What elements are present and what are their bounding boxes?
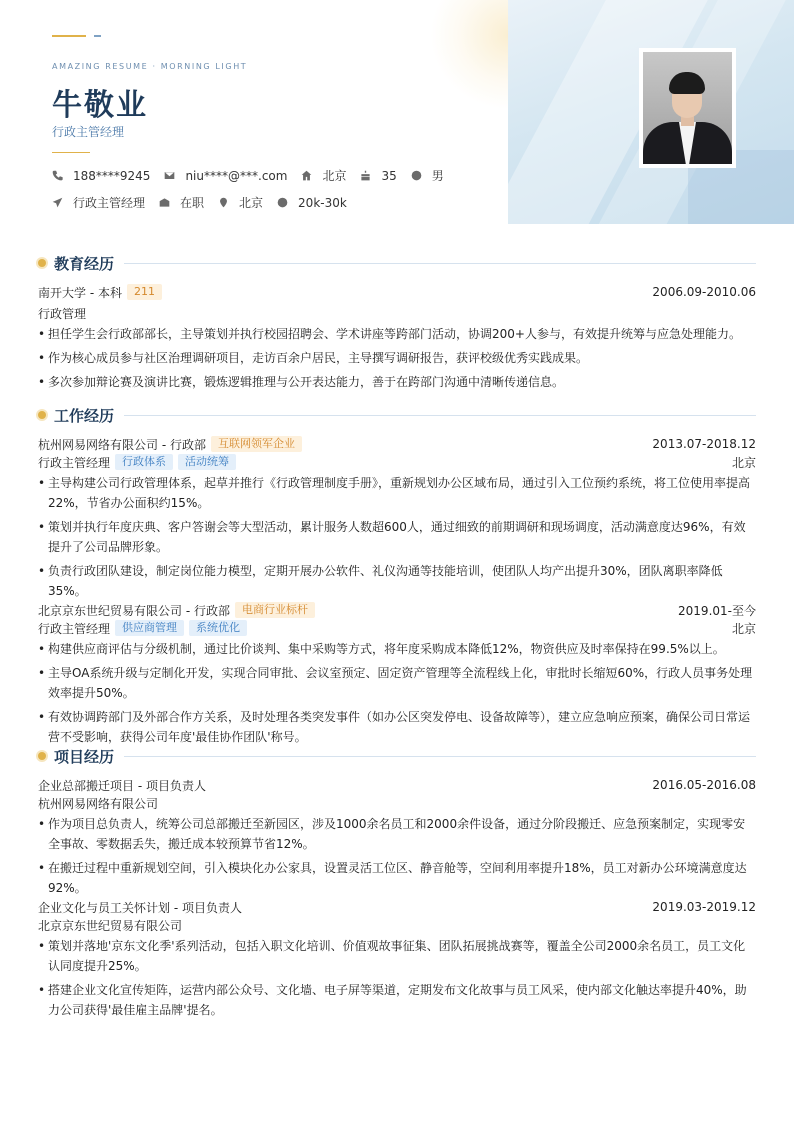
role-tag: 供应商管理 xyxy=(115,620,184,636)
project-header xyxy=(38,776,756,794)
intent-role-text: 行政主管经理 xyxy=(73,196,146,210)
location-text: 北京 xyxy=(239,196,264,210)
list-item: • 有效协调跨部门及外部合作方关系，及时处理各类突发事件（如办公区突发停电、设备故障等），建立应急响应预案，确保公司日常运营不受影响，获得公司年度'最佳协作团队'称号。 xyxy=(38,707,756,747)
mail-icon xyxy=(164,170,175,181)
work-header xyxy=(38,404,756,426)
section-divider xyxy=(124,756,756,757)
list-item: • 作为核心成员参与社区治理调研项目，走访百余户居民，主导撰写调研报告，获评校级优秀实践成果。 xyxy=(38,348,756,368)
company-tag: 电商行业标杆 xyxy=(235,602,315,618)
location-info xyxy=(218,194,263,211)
project-company xyxy=(38,794,756,812)
email-text: niu****@***.com xyxy=(185,168,288,183)
section-divider xyxy=(124,415,756,416)
education-section xyxy=(38,252,756,396)
company-tag: 互联网领军企业 xyxy=(211,436,302,452)
status-icon xyxy=(159,197,170,208)
company-name: 北京京东世纪贸易有限公司 - 行政部 xyxy=(38,603,230,618)
projects-header xyxy=(38,745,756,767)
job-header xyxy=(38,601,756,619)
project-period: 2016.05-2016.08 xyxy=(652,778,756,792)
project-bullets xyxy=(38,814,756,898)
home-icon xyxy=(301,170,312,181)
home-text: 北京 xyxy=(322,169,347,183)
list-item: • 在搬迁过程中重新规划空间，引入模块化办公家具，设置灵活工位区、静音舱等，空间利用率提升18%，员工对新办公环境满意度达92%。 xyxy=(38,858,756,898)
contact-row xyxy=(52,167,458,184)
list-item: • 搭建企业文化宣传矩阵，运营内部公众号、文化墙、电子屏等渠道，定期发布文化故事与员工风采，使内部文化触达率提升40%，助力公司获得'最佳雇主品牌'提名。 xyxy=(38,980,756,1020)
role-tag: 系统优化 xyxy=(189,620,247,636)
job-role: 行政主管经理 xyxy=(38,621,111,636)
major xyxy=(38,304,756,322)
tagline: AMAZING RESUME · MORNING LIGHT xyxy=(52,62,248,71)
education-bullets xyxy=(38,324,756,392)
project-company xyxy=(38,916,756,934)
home-info xyxy=(301,167,346,184)
job-2 xyxy=(38,601,756,747)
major-text: 行政管理 xyxy=(38,306,87,321)
section-divider xyxy=(124,263,756,264)
section-title: 项目经历 xyxy=(54,747,115,766)
list-item: • 担任学生会行政部部长，主导策划并执行校园招聘会、学术讲座等跨部门活动，协调200+人参与，有效提升统筹与应急处理能力。 xyxy=(38,324,756,344)
project-name: 企业文化与员工关怀计划 - 项目负责人 xyxy=(38,900,242,915)
projects-section xyxy=(38,745,756,1024)
intent-role-info xyxy=(52,194,145,211)
section-title: 教育经历 xyxy=(54,254,115,273)
company-name: 杭州网易网络有限公司 - 行政部 xyxy=(38,437,206,452)
email-info xyxy=(164,169,287,183)
salary-icon xyxy=(277,197,288,208)
project-1 xyxy=(38,776,756,898)
job-period: 2013.07-2018.12 xyxy=(652,437,756,451)
salary-info xyxy=(277,196,347,210)
gender-icon xyxy=(411,170,422,181)
list-item: • 负责行政团队建设，制定岗位能力模型，定期开展办公软件、礼仪沟通等技能培训，使团队人均产出提升30%，团队离职率降低35%。 xyxy=(38,561,756,601)
title-divider xyxy=(52,152,90,153)
status-info xyxy=(159,194,204,211)
salary-text: 20k-30k xyxy=(298,195,347,210)
project-bullets xyxy=(38,936,756,1020)
list-item: • 多次参加辩论赛及演讲比赛，锻炼逻辑推理与公开表达能力，善于在跨部门沟通中清晰传递信息。 xyxy=(38,372,756,392)
list-item: • 主导OA系统升级与定制化开发，实现合同审批、会议室预定、固定资产管理等全流程线上化，审批时长缩短60%，行政人员事务处理效率提升50%。 xyxy=(38,663,756,703)
list-item: • 策划并落地'京东文化季'系列活动，包括入职文化培训、价值观故事征集、团队拓展挑战赛等，覆盖全公司2000余名员工，员工文化认同度提升25%。 xyxy=(38,936,756,976)
section-dot-icon xyxy=(38,259,46,267)
job-role: 行政主管经理 xyxy=(38,455,111,470)
job-intent-row xyxy=(52,194,361,211)
age-text: 35 xyxy=(381,168,397,183)
job-city: 北京 xyxy=(731,455,756,470)
gender-text: 男 xyxy=(431,169,444,183)
age-info xyxy=(360,169,396,183)
job-bullets xyxy=(38,473,756,601)
send-icon xyxy=(52,197,63,208)
gender-info xyxy=(411,167,444,184)
phone-info xyxy=(52,169,150,183)
school-name: 南开大学 - 本科 xyxy=(38,285,122,300)
portrait-image xyxy=(643,52,732,164)
project-header xyxy=(38,898,756,916)
section-dot-icon xyxy=(38,752,46,760)
project-2 xyxy=(38,898,756,1020)
list-item: • 构建供应商评估与分级机制，通过比价谈判、集中采购等方式，将年度采购成本降低12%，物资供应及时率保持在99.5%以上。 xyxy=(38,639,756,659)
project-company-text: 杭州网易网络有限公司 xyxy=(38,796,159,811)
school-tag: 211 xyxy=(127,284,162,300)
list-item: • 策划并执行年度庆典、客户答谢会等大型活动，累计服务人数超600人，通过细致的前期调研和现场调度，活动满意度达96%，有效提升了公司品牌形象。 xyxy=(38,517,756,557)
job-role-row xyxy=(38,453,756,471)
education-period: 2006.09-2010.06 xyxy=(652,285,756,299)
phone-icon xyxy=(52,170,63,181)
section-dot-icon xyxy=(38,411,46,419)
status-text: 在职 xyxy=(180,196,205,210)
role-tag: 活动统筹 xyxy=(178,454,236,470)
education-entry xyxy=(38,283,756,301)
location-icon xyxy=(218,197,229,208)
education-header xyxy=(38,252,756,274)
job-1 xyxy=(38,435,756,601)
resume-header xyxy=(0,0,794,224)
job-role-row xyxy=(38,619,756,637)
phone-text: 188****9245 xyxy=(73,168,151,183)
cake-icon xyxy=(360,170,371,181)
section-title: 工作经历 xyxy=(54,406,115,425)
job-bullets xyxy=(38,639,756,747)
job-city: 北京 xyxy=(731,621,756,636)
job-title: 行政主管经理 xyxy=(52,125,125,139)
project-name: 企业总部搬迁项目 - 项目负责人 xyxy=(38,778,206,793)
work-section xyxy=(38,404,756,751)
role-tag: 行政体系 xyxy=(115,454,173,470)
gold-accent-line xyxy=(52,35,86,37)
list-item: • 作为项目总负责人，统筹公司总部搬迁至新园区，涉及1000余名员工和2000余件设备，通过分阶段搬迁、应急预案制定，实现零安全事故、零数据丢失，搬迁成本较预算节省12%。 xyxy=(38,814,756,854)
job-period: 2019.01-至今 xyxy=(678,603,756,618)
job-header xyxy=(38,435,756,453)
project-company-text: 北京京东世纪贸易有限公司 xyxy=(38,918,183,933)
list-item: • 主导构建公司行政管理体系，起草并推行《行政管理制度手册》，重新规划办公区域布局，通过引入工位预约系统，将工位使用率提高22%，节省办公面积约15%。 xyxy=(38,473,756,513)
blue-accent-line xyxy=(94,35,101,37)
profile-photo xyxy=(639,48,736,168)
candidate-name: 牛敬业 xyxy=(52,88,148,123)
project-period: 2019.03-2019.12 xyxy=(652,900,756,914)
